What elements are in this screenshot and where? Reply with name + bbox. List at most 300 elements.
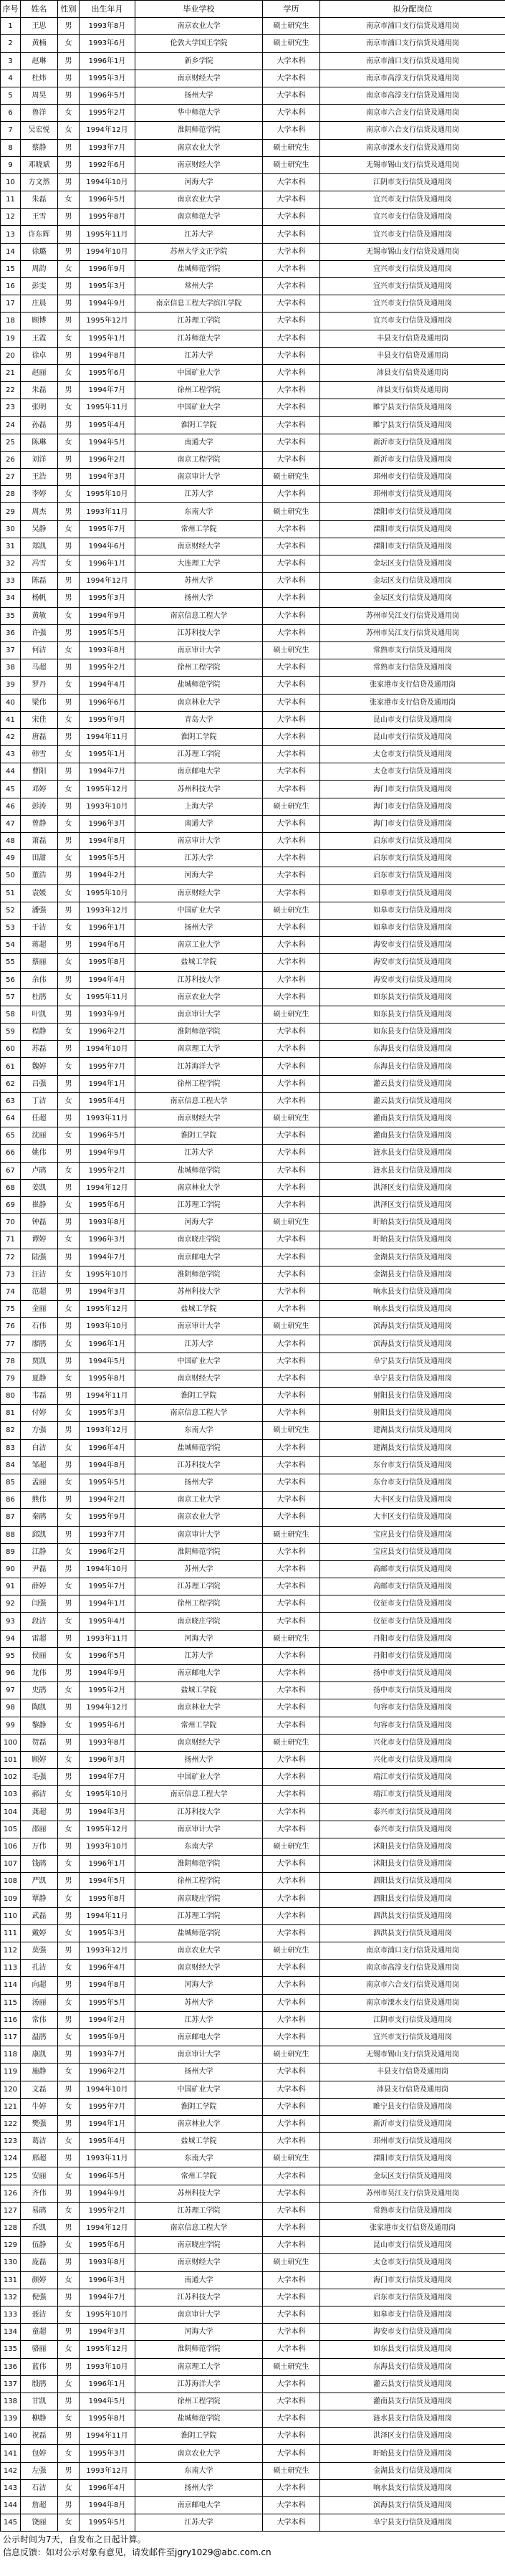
cell-school: 苏州大学 [135, 573, 263, 590]
cell-school: 南京工业大学 [135, 937, 263, 954]
cell-index: 130 [1, 2254, 21, 2271]
cell-index: 71 [1, 1231, 21, 1249]
table-row [1, 2046, 505, 2064]
notice-feedback: 信息反馈：如对公示对象有意见，请发邮件至jgry1029@abc.com.cn [3, 2547, 271, 2558]
cell-index: 77 [1, 1335, 21, 1353]
cell-school: 南京工业大学 [135, 1492, 263, 1509]
cell-position: 宜兴市支行信贷及通用岗 [320, 295, 505, 313]
cell-birth: 1996年6月 [80, 694, 135, 711]
cell-index: 26 [1, 451, 21, 468]
cell-name: 王浩 [21, 469, 58, 486]
cell-birth: 1994年1月 [80, 2115, 135, 2132]
cell-name: 温鹃 [21, 2028, 58, 2046]
cell-position: 常熟市支行信贷及通用岗 [320, 2202, 505, 2219]
cell-position: 南京市溧水支行信贷及通用岗 [320, 1994, 505, 2011]
cell-gender: 男 [58, 798, 80, 815]
cell-position: 建湖县支行信贷及通用岗 [320, 1439, 505, 1456]
cell-school: 中国矿业大学 [135, 2081, 263, 2098]
cell-gender: 男 [58, 469, 80, 486]
table-row [1, 1127, 505, 1145]
cell-school: 东南大学 [135, 503, 263, 520]
cell-position: 宜兴市支行信贷及通用岗 [320, 226, 505, 243]
cell-school: 盐城师范学院 [135, 677, 263, 694]
cell-degree: 大学本科 [263, 1803, 320, 1821]
cell-index: 30 [1, 520, 21, 538]
cell-index: 15 [1, 260, 21, 277]
cell-position: 海门市支行信贷及通用岗 [320, 798, 505, 815]
cell-gender: 女 [58, 364, 80, 381]
cell-degree: 大学本科 [263, 313, 320, 330]
table-row [1, 1492, 505, 1509]
cell-position: 宜兴市支行信贷及通用岗 [320, 2028, 505, 2046]
cell-degree: 硕士研究生 [263, 18, 320, 35]
cell-position: 盱眙县支行信贷及通用岗 [320, 2445, 505, 2462]
cell-school: 南京信息工程大学 [135, 1405, 263, 1422]
cell-position: 盱眙县支行信贷及通用岗 [320, 1231, 505, 1249]
cell-birth: 1994年7月 [80, 2289, 135, 2306]
cell-index: 31 [1, 538, 21, 555]
cell-position: 阜宁县支行信贷及通用岗 [320, 1370, 505, 1387]
cell-birth: 1993年10月 [80, 2358, 135, 2375]
cell-school: 江苏科技大学 [135, 2289, 263, 2306]
cell-school: 华中师范大学 [135, 105, 263, 122]
cell-name: 孟丽 [21, 1474, 58, 1491]
cell-gender: 女 [58, 1856, 80, 1873]
cell-gender: 女 [58, 555, 80, 573]
cell-school: 河海大学 [135, 867, 263, 884]
cell-birth: 1994年11月 [80, 728, 135, 745]
cell-position: 宝应县支行信贷及通用岗 [320, 1526, 505, 1543]
cell-gender: 女 [58, 815, 80, 832]
cell-name: 付婷 [21, 1405, 58, 1422]
cell-index: 105 [1, 1821, 21, 1838]
cell-index: 68 [1, 1179, 21, 1196]
cell-position: 丰县支行信贷及通用岗 [320, 2064, 505, 2081]
table-row [1, 1422, 505, 1439]
cell-gender: 男 [58, 295, 80, 313]
cell-index: 2 [1, 35, 21, 52]
table-row [1, 2358, 505, 2375]
cell-name: 聂洁 [21, 2306, 58, 2323]
table-row [1, 1388, 505, 1405]
cell-name: 汤丽 [21, 1994, 58, 2011]
cell-degree: 大学本科 [263, 2324, 320, 2341]
cell-index: 116 [1, 2011, 21, 2028]
cell-position: 邳州市支行信贷及通用岗 [320, 486, 505, 503]
cell-position: 太仓市支行信贷及通用岗 [320, 763, 505, 781]
cell-degree: 硕士研究生 [263, 1838, 320, 1855]
cell-index: 104 [1, 1803, 21, 1821]
cell-position: 东台市支行信贷及通用岗 [320, 1456, 505, 1474]
table-row [1, 1560, 505, 1578]
cell-degree: 大学本科 [263, 1665, 320, 1682]
cell-index: 32 [1, 555, 21, 573]
cell-index: 121 [1, 2098, 21, 2115]
table-row [1, 2115, 505, 2132]
cell-school: 江苏大学 [135, 226, 263, 243]
cell-name: 姚伟 [21, 1145, 58, 1162]
cell-degree: 大学本科 [263, 2220, 320, 2237]
cell-position: 阜宁县支行信贷及通用岗 [320, 1353, 505, 1370]
cell-name: 王霞 [21, 330, 58, 347]
cell-name: 康凯 [21, 2046, 58, 2064]
cell-degree: 大学本科 [263, 70, 320, 87]
cell-degree: 硕士研究生 [263, 902, 320, 919]
cell-school: 上海大学 [135, 798, 263, 815]
cell-position: 射阳县支行信贷及通用岗 [320, 1388, 505, 1405]
cell-index: 19 [1, 330, 21, 347]
cell-degree: 大学本科 [263, 434, 320, 451]
cell-name: 陆强 [21, 1249, 58, 1266]
cell-index: 100 [1, 1734, 21, 1751]
cell-gender: 男 [58, 2115, 80, 2132]
cell-gender: 女 [58, 641, 80, 659]
cell-birth: 1994年10月 [80, 2081, 135, 2098]
cell-position: 启东市支行信贷及通用岗 [320, 833, 505, 850]
cell-name: 萧磊 [21, 833, 58, 850]
cell-position: 启东市支行信贷及通用岗 [320, 2289, 505, 2306]
table-row [1, 295, 505, 313]
cell-school: 江苏理工学院 [135, 1578, 263, 1595]
cell-school: 南京审计大学 [135, 641, 263, 659]
cell-degree: 大学本科 [263, 971, 320, 988]
cell-degree: 大学本科 [263, 52, 320, 70]
cell-school: 苏州大学文正学院 [135, 243, 263, 260]
cell-degree: 大学本科 [263, 1335, 320, 1353]
cell-school: 南京信息工程大学滨江学院 [135, 295, 263, 313]
cell-school: 江苏大学 [135, 347, 263, 364]
table-row [1, 2185, 505, 2202]
cell-position: 启东市支行信贷及通用岗 [320, 850, 505, 867]
cell-position: 滨海县支行信贷及通用岗 [320, 1318, 505, 1335]
cell-birth: 1993年11月 [80, 1630, 135, 1647]
cell-gender: 男 [58, 416, 80, 434]
cell-name: 白洁 [21, 1439, 58, 1456]
cell-birth: 1996年9月 [80, 260, 135, 277]
cell-index: 140 [1, 2428, 21, 2445]
cell-position: 太仓市支行信贷及通用岗 [320, 2254, 505, 2271]
cell-position: 昆山市支行信贷及通用岗 [320, 728, 505, 745]
cell-name: 卢鹃 [21, 1162, 58, 1179]
cell-school: 南京农业大学 [135, 2445, 263, 2462]
cell-position: 张家港市支行信贷及通用岗 [320, 694, 505, 711]
cell-birth: 1995年2月 [80, 2202, 135, 2219]
table-row [1, 173, 505, 191]
cell-degree: 大学本科 [263, 1058, 320, 1075]
cell-birth: 1994年6月 [80, 937, 135, 954]
cell-birth: 1994年5月 [80, 434, 135, 451]
cell-index: 80 [1, 1388, 21, 1405]
cell-degree: 硕士研究生 [263, 1422, 320, 1439]
cell-gender: 男 [58, 347, 80, 364]
cell-name: 姜凯 [21, 1179, 58, 1196]
cell-index: 39 [1, 677, 21, 694]
cell-name: 苏磊 [21, 1041, 58, 1058]
cell-position: 海安市支行信贷及通用岗 [320, 2324, 505, 2341]
cell-gender: 女 [58, 2133, 80, 2150]
cell-degree: 硕士研究生 [263, 1942, 320, 1960]
cell-degree: 大学本科 [263, 2028, 320, 2046]
cell-name: 刘洋 [21, 451, 58, 468]
cell-birth: 1996年1月 [80, 1856, 135, 1873]
cell-position: 盱眙县支行信贷及通用岗 [320, 1214, 505, 1231]
table-row [1, 260, 505, 277]
cell-birth: 1995年11月 [80, 226, 135, 243]
table-row [1, 364, 505, 381]
cell-position: 海安市支行信贷及通用岗 [320, 971, 505, 988]
cell-birth: 1994年4月 [80, 971, 135, 988]
cell-degree: 大学本科 [263, 2133, 320, 2150]
table-row [1, 1249, 505, 1266]
cell-school: 青岛大学 [135, 711, 263, 728]
cell-name: 闫强 [21, 1595, 58, 1613]
cell-birth: 1993年8月 [80, 1214, 135, 1231]
cell-degree: 硕士研究生 [263, 1526, 320, 1543]
cell-name: 陈磊 [21, 573, 58, 590]
cell-gender: 女 [58, 1578, 80, 1595]
cell-gender: 男 [58, 1249, 80, 1266]
table-row [1, 2428, 505, 2445]
cell-school: 南京林业大学 [135, 1699, 263, 1717]
cell-gender: 男 [58, 1388, 80, 1405]
table-row [1, 1058, 505, 1075]
cell-name: 曾静 [21, 815, 58, 832]
cell-position: 高邮市支行信贷及通用岗 [320, 1560, 505, 1578]
cell-school: 南京邮电大学 [135, 1249, 263, 1266]
header-index: 序号 [1, 1, 21, 18]
cell-birth: 1995年6月 [80, 364, 135, 381]
cell-school: 徐州工程学院 [135, 1873, 263, 1890]
cell-position: 射阳县支行信贷及通用岗 [320, 1405, 505, 1422]
cell-birth: 1995年4月 [80, 2133, 135, 2150]
cell-birth: 1995年2月 [80, 1162, 135, 1179]
cell-position: 响水县支行信贷及通用岗 [320, 1283, 505, 1300]
cell-birth: 1994年8月 [80, 2497, 135, 2514]
cell-position: 南京市高淳支行信贷及通用岗 [320, 1960, 505, 1977]
cell-birth: 1995年2月 [80, 105, 135, 122]
cell-school: 江苏大学 [135, 2514, 263, 2532]
table-row [1, 399, 505, 416]
cell-position: 灌云县支行信贷及通用岗 [320, 2375, 505, 2393]
cell-position: 靖江市支行信贷及通用岗 [320, 1769, 505, 1786]
cell-degree: 大学本科 [263, 416, 320, 434]
cell-school: 南京师范大学 [135, 209, 263, 226]
cell-gender: 女 [58, 1301, 80, 1318]
table-row [1, 1960, 505, 1977]
cell-position: 扬中市支行信贷及通用岗 [320, 1682, 505, 1699]
cell-name: 庞磊 [21, 2254, 58, 2271]
cell-index: 111 [1, 1924, 21, 1942]
cell-position: 泰兴市支行信贷及通用岗 [320, 1803, 505, 1821]
cell-gender: 男 [58, 1942, 80, 1960]
cell-name: 左强 [21, 2462, 58, 2479]
cell-gender: 男 [58, 70, 80, 87]
cell-school: 扬州大学 [135, 2479, 263, 2496]
cell-school: 南京邮电大学 [135, 763, 263, 781]
cell-school: 扬州大学 [135, 1751, 263, 1768]
cell-school: 南京工程学院 [135, 451, 263, 468]
cell-gender: 女 [58, 122, 80, 139]
cell-degree: 硕士研究生 [263, 2358, 320, 2375]
cell-name: 魏婷 [21, 1058, 58, 1075]
cell-school: 河海大学 [135, 173, 263, 191]
cell-name: 汪洁 [21, 1266, 58, 1283]
cell-name: 王雪 [21, 209, 58, 226]
cell-name: 周杰 [21, 503, 58, 520]
cell-gender: 男 [58, 2497, 80, 2514]
table-row [1, 2064, 505, 2081]
cell-index: 33 [1, 573, 21, 590]
cell-gender: 女 [58, 1162, 80, 1179]
cell-school: 南京林业大学 [135, 1179, 263, 1196]
table-row [1, 1162, 505, 1179]
cell-school: 南京审计大学 [135, 469, 263, 486]
cell-name: 易鹃 [21, 2202, 58, 2219]
cell-name: 龙伟 [21, 1665, 58, 1682]
cell-index: 56 [1, 971, 21, 988]
cell-birth: 1994年9月 [80, 1145, 135, 1162]
cell-birth: 1994年7月 [80, 1249, 135, 1266]
cell-name: 许强 [21, 624, 58, 641]
cell-gender: 男 [58, 971, 80, 988]
cell-index: 45 [1, 781, 21, 798]
cell-name: 谭婷 [21, 1231, 58, 1249]
table-row [1, 209, 505, 226]
table-body [1, 18, 505, 2532]
cell-school: 盐城师范学院 [135, 1924, 263, 1942]
cell-name: 鲁洋 [21, 105, 58, 122]
cell-birth: 1995年8月 [80, 2410, 135, 2428]
table-row [1, 1699, 505, 1717]
cell-school: 南京林业大学 [135, 694, 263, 711]
cell-position: 灌南县支行信贷及通用岗 [320, 2393, 505, 2410]
table-row [1, 1856, 505, 1873]
cell-position: 泗洪县支行信贷及通用岗 [320, 1907, 505, 1924]
cell-degree: 大学本科 [263, 347, 320, 364]
cell-position: 响水县支行信贷及通用岗 [320, 2479, 505, 2496]
cell-name: 许东辉 [21, 226, 58, 243]
cell-index: 128 [1, 2220, 21, 2237]
cell-school: 南京信息工程大学 [135, 1786, 263, 1803]
cell-name: 冯雪 [21, 555, 58, 573]
cell-name: 倪强 [21, 2289, 58, 2306]
cell-index: 38 [1, 659, 21, 677]
cell-birth: 1995年5月 [80, 624, 135, 641]
cell-degree: 大学本科 [263, 2271, 320, 2289]
table-row [1, 902, 505, 919]
cell-index: 3 [1, 52, 21, 70]
cell-name: 何洁 [21, 641, 58, 659]
cell-degree: 大学本科 [263, 538, 320, 555]
cell-gender: 男 [58, 18, 80, 35]
cell-position: 灌云县支行信贷及通用岗 [320, 1075, 505, 1092]
cell-gender: 男 [58, 139, 80, 156]
cell-index: 54 [1, 937, 21, 954]
cell-degree: 大学本科 [263, 122, 320, 139]
cell-school: 江苏科技大学 [135, 1456, 263, 1474]
cell-school: 南京财经大学 [135, 884, 263, 902]
cell-name: 邹超 [21, 1456, 58, 1474]
cell-index: 139 [1, 2410, 21, 2428]
cell-index: 41 [1, 711, 21, 728]
cell-gender: 男 [58, 226, 80, 243]
table-row [1, 555, 505, 573]
cell-index: 83 [1, 1439, 21, 1456]
cell-school: 淮阴师范学院 [135, 1856, 263, 1873]
cell-birth: 1995年10月 [80, 486, 135, 503]
cell-position: 灌南县支行信贷及通用岗 [320, 1127, 505, 1145]
cell-name: 唐磊 [21, 728, 58, 745]
cell-birth: 1994年3月 [80, 1803, 135, 1821]
cell-position: 南京市六合支行信贷及通用岗 [320, 1977, 505, 1994]
cell-birth: 1994年2月 [80, 1492, 135, 1509]
table-row [1, 971, 505, 988]
cell-name: 骆丽 [21, 2341, 58, 2358]
cell-index: 63 [1, 1092, 21, 1110]
cell-name: 钱鹃 [21, 1856, 58, 1873]
cell-name: 万伟 [21, 1838, 58, 1855]
cell-name: 石伟 [21, 1318, 58, 1335]
table-row [1, 87, 505, 104]
cell-school: 苏州科技大学 [135, 2185, 263, 2202]
cell-name: 钟磊 [21, 1214, 58, 1231]
cell-degree: 大学本科 [263, 2289, 320, 2306]
cell-name: 周昊 [21, 87, 58, 104]
cell-gender: 女 [58, 35, 80, 52]
cell-birth: 1994年7月 [80, 1769, 135, 1786]
cell-index: 57 [1, 988, 21, 1006]
cell-gender: 男 [58, 624, 80, 641]
cell-degree: 大学本科 [263, 1301, 320, 1318]
cell-position: 苏州市吴江支行信贷及通用岗 [320, 624, 505, 641]
cell-index: 119 [1, 2064, 21, 2081]
cell-degree: 大学本科 [263, 1024, 320, 1041]
cell-index: 115 [1, 1994, 21, 2011]
cell-birth: 1994年12月 [80, 122, 135, 139]
cell-birth: 1993年12月 [80, 2462, 135, 2479]
cell-birth: 1995年7月 [80, 1578, 135, 1595]
cell-degree: 大学本科 [263, 2115, 320, 2132]
cell-school: 常州大学 [135, 278, 263, 295]
cell-school: 南京财经大学 [135, 70, 263, 87]
cell-degree: 大学本科 [263, 1994, 320, 2011]
cell-degree: 大学本科 [263, 1092, 320, 1110]
cell-school: 淮阴师范学院 [135, 122, 263, 139]
table-row [1, 624, 505, 641]
cell-school: 江苏海洋大学 [135, 1058, 263, 1075]
cell-index: 52 [1, 902, 21, 919]
cell-position: 泗阳县支行信贷及通用岗 [320, 1890, 505, 1907]
cell-position: 如皋市支行信贷及通用岗 [320, 902, 505, 919]
cell-school: 南京邮电大学 [135, 2497, 263, 2514]
table-row [1, 954, 505, 971]
table-row [1, 243, 505, 260]
header-gender: 性别 [58, 1, 80, 18]
table-row [1, 1335, 505, 1353]
cell-birth: 1995年4月 [80, 1092, 135, 1110]
cell-school: 新乡学院 [135, 52, 263, 70]
cell-gender: 男 [58, 243, 80, 260]
cell-index: 64 [1, 1110, 21, 1127]
table-row [1, 1665, 505, 1682]
cell-school: 河海大学 [135, 2324, 263, 2341]
cell-school: 中国矿业大学 [135, 902, 263, 919]
cell-birth: 1995年3月 [80, 590, 135, 607]
cell-position: 海门市支行信贷及通用岗 [320, 781, 505, 798]
cell-degree: 硕士研究生 [263, 1110, 320, 1127]
cell-degree: 硕士研究生 [263, 641, 320, 659]
cell-degree: 大学本科 [263, 191, 320, 209]
